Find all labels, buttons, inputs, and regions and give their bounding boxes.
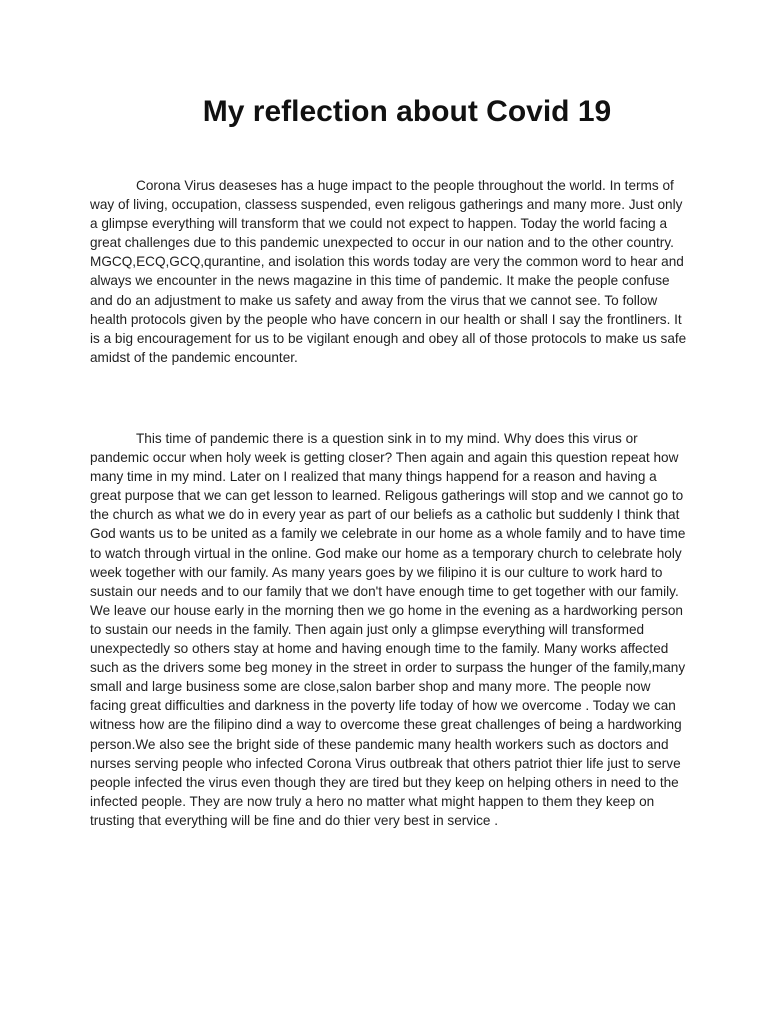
paragraph-2: This time of pandemic there is a question sink in to my mind. Why does this virus or pandemic occur when holy week is getting closer? Then again and again this question repeat how many time in my mind. Later on I realized that many things happend for a reason and having a great purpose that we can get lesson to learned. Religous gatherings will stop and we cannot go to the church as what we do in every year as part of our beliefs as a catholic but suddenly I think that God wants us to be united as a family we celebrate in our home as a whole family and to have time to watch through virtual in the online. God make our home as a temporary church to celebrate holy week together with our family. As many years goes by we filipino it is our culture to work hard to sustain our needs and to our family that we don't have enough time to get together with our family. We leave our house early in the morning then we go home in the evening as a hardworking person to sustain our needs in the family. Then again just only a glimpse everything will transformed unexpectedly so others stay at home and having enough time to the family. Many works affected such as the drivers some beg money in the street in order to surpass the hunger of the family,many small and large business some are close,salon barber shop and many more. The people now facing great difficulties and darkness in the poverty life today of how we overcome . Today we can witness how are the filipino dind a way to overcome these great challenges of being a hardworking person.We also see the bright side of these pandemic many health workers such as doctors and nurses serving people who infected Corona Virus outbreak that others patriot thier life just to serve people infected the virus even though they are tired but they keep on helping others in need to the infected people. They are now truly a hero no matter what might happen to them they keep on trusting that everything will be fine and do thier very best in service .: [90, 431, 686, 828]
document-title: My reflection about Covid 19: [202, 95, 612, 128]
paragraph-1: Corona Virus deaseses has a huge impact to the people throughout the world. In terms of way of living, occupation, classess suspended, even religous gatherings and many more. Just only a glimpse everything will transform that we could not expect to happen. Today the world facing a great challenges due to this pandemic unexpected to occur in our nation and to the other country. MGCQ,ECQ,GCQ,qurantine, and isolation this words today are very the common word to hear and always we encounter in the news magazine in this time of pandemic. It make the people confuse and do an adjustment to make us safety and away from the virus that we cannot see. To follow health protocols given by the people who have concern in our health or shall I say the frontliners. It is a big encouragement for us to be vigilant enough and obey all of those protocols to make us safe amidst of the pandemic encounter.: [90, 178, 687, 365]
